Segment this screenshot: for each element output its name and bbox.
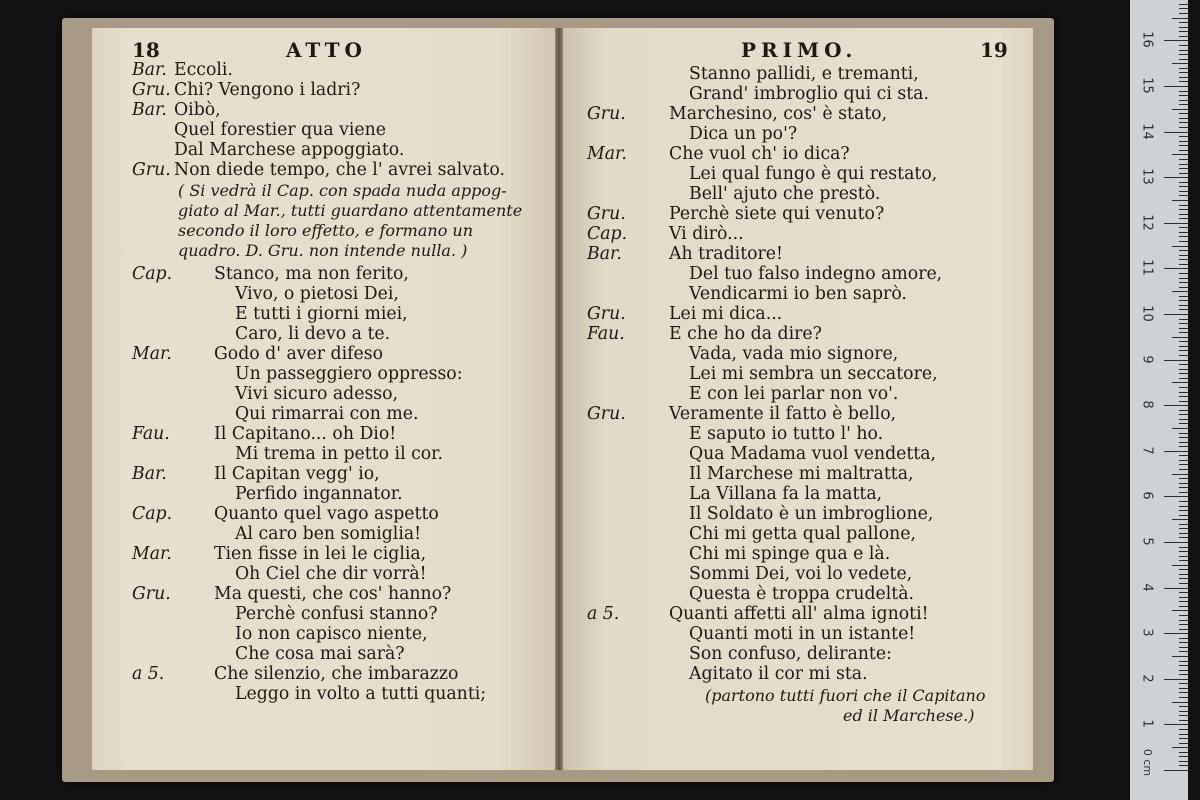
ruler-unit-label: 0 cm — [1141, 748, 1155, 777]
ruler-tick — [1172, 246, 1188, 247]
ruler-tick — [1172, 474, 1188, 475]
ruler-tick — [1179, 273, 1188, 274]
verse-line: Vi dirò... — [669, 224, 744, 244]
ruler-tick — [1179, 647, 1188, 648]
ruler-tick — [1179, 460, 1188, 461]
verse-line: Quanti affetti all' alma ignoti! — [669, 604, 929, 624]
ruler-tick — [1179, 8, 1188, 9]
ruler-tick — [1179, 264, 1188, 265]
ruler-tick — [1172, 63, 1188, 64]
ruler-tick — [1172, 337, 1188, 338]
ruler-tick — [1179, 483, 1188, 484]
ruler-number: 16 — [1139, 31, 1155, 49]
ruler-tick — [1179, 218, 1188, 219]
ruler-tick — [1164, 177, 1188, 178]
verse-line: Il Capitan vegg' io, — [214, 464, 380, 484]
ruler-tick — [1164, 360, 1188, 361]
ruler-tick — [1179, 446, 1188, 447]
ruler-tick — [1179, 164, 1188, 165]
verse-line: Lei qual fungo è qui restato, — [689, 164, 938, 184]
ruler-tick — [1179, 278, 1188, 279]
ruler-tick — [1179, 638, 1188, 639]
ruler-tick — [1172, 565, 1188, 566]
verse-line: Godo d' aver difeso — [214, 344, 384, 364]
ruler-tick — [1179, 387, 1188, 388]
ruler-number: 13 — [1139, 168, 1155, 185]
ruler-tick — [1179, 715, 1188, 716]
ruler-tick — [1179, 574, 1188, 575]
verse-line: Eccoli. — [174, 60, 233, 80]
right-running-header: PRIMO. — [741, 38, 858, 62]
ruler-tick — [1179, 323, 1188, 324]
ruler-tick — [1172, 747, 1188, 748]
ruler-tick — [1179, 373, 1188, 374]
ruler-tick — [1179, 346, 1188, 347]
ruler-tick — [1179, 232, 1188, 233]
ruler-tick — [1164, 770, 1188, 771]
verse-line: Stanco, ma non ferito, — [214, 264, 409, 284]
ruler-tick — [1179, 478, 1188, 479]
verse-line: Vivi sicuro adesso, — [235, 384, 399, 404]
ruler-tick — [1179, 287, 1188, 288]
ruler-number: 15 — [1139, 77, 1155, 94]
verse-line: Ma questi, che cos' hanno? — [214, 584, 452, 604]
ruler-tick — [1179, 464, 1188, 465]
verse-line: Questa è troppa crudeltà. — [689, 584, 915, 604]
verse-line: Lei mi dica... — [669, 304, 783, 324]
ruler-tick — [1179, 136, 1188, 137]
ruler-tick — [1179, 524, 1188, 525]
ruler-tick — [1179, 665, 1188, 666]
ruler-tick — [1179, 122, 1188, 123]
ruler-tick — [1179, 13, 1188, 14]
ruler-tick — [1179, 91, 1188, 92]
ruler-number: 6 — [1139, 491, 1155, 501]
ruler-tick — [1179, 259, 1188, 260]
ruler-tick — [1179, 423, 1188, 424]
ruler-number: 8 — [1139, 400, 1155, 409]
speaker: a 5. — [132, 664, 165, 684]
speaker: Fau. — [587, 324, 625, 344]
verse-line: Caro, li devo a te. — [235, 324, 391, 344]
ruler-tick — [1179, 81, 1188, 82]
ruler-tick — [1179, 227, 1188, 228]
ruler-tick — [1179, 674, 1188, 675]
ruler-tick — [1179, 191, 1188, 192]
ruler-tick — [1179, 77, 1188, 78]
ruler-tick — [1179, 743, 1188, 744]
speaker: Gru. — [587, 404, 626, 424]
speaker: Gru. — [587, 204, 626, 224]
ruler-tick — [1179, 706, 1188, 707]
ruler-number: 14 — [1139, 122, 1155, 140]
ruler-tick — [1179, 592, 1188, 593]
speaker: Mar. — [132, 544, 172, 564]
ruler-tick — [1179, 738, 1188, 739]
verse-line: Agitato il cor mi sta. — [689, 664, 868, 684]
ruler-tick — [1164, 268, 1188, 269]
ruler-tick — [1164, 314, 1188, 315]
verse-line: Dal Marchese appoggiato. — [174, 140, 405, 160]
ruler-tick — [1172, 610, 1188, 611]
ruler-tick — [1179, 104, 1188, 105]
ruler-tick — [1179, 205, 1188, 206]
ruler-tick — [1179, 437, 1188, 438]
ruler-tick — [1179, 118, 1188, 119]
stage-direction: ed il Marchese.) — [843, 706, 975, 725]
ruler-tick — [1172, 18, 1188, 19]
ruler-tick — [1179, 492, 1188, 493]
ruler-tick — [1179, 300, 1188, 301]
measuring-ruler — [1130, 0, 1188, 800]
ruler-tick — [1164, 496, 1188, 497]
verse-line: Marchesino, cos' è stato, — [669, 104, 888, 124]
speaker: Bar. — [587, 244, 622, 264]
ruler-tick — [1179, 487, 1188, 488]
speaker: Gru. — [587, 104, 626, 124]
ruler-tick — [1179, 620, 1188, 621]
stage-direction: ( Si vedrà il Cap. con spada nuda appog- — [178, 181, 507, 200]
ruler-tick — [1179, 378, 1188, 379]
speaker: Bar. — [132, 100, 167, 120]
ruler-tick — [1179, 255, 1188, 256]
ruler-tick — [1164, 724, 1188, 725]
ruler-tick — [1179, 688, 1188, 689]
speaker: Gru. — [132, 160, 171, 180]
ruler-tick — [1179, 583, 1188, 584]
ruler-tick — [1179, 629, 1188, 630]
ruler-tick — [1179, 328, 1188, 329]
verse-line: Che silenzio, che imbarazzo — [214, 664, 459, 684]
left-running-header: ATTO — [286, 38, 367, 62]
ruler-number: 4 — [1139, 582, 1155, 592]
stage-direction: quadro. D. Gru. non intende nulla. ) — [178, 241, 468, 260]
ruler-tick — [1179, 433, 1188, 434]
ruler-tick — [1179, 410, 1188, 411]
ruler-tick — [1179, 282, 1188, 283]
verse-line: Perchè confusi stanno? — [235, 604, 438, 624]
ruler-tick — [1179, 597, 1188, 598]
ruler-tick — [1179, 455, 1188, 456]
ruler-tick — [1179, 241, 1188, 242]
ruler-tick — [1179, 752, 1188, 753]
ruler-tick — [1172, 656, 1188, 657]
speaker: Cap. — [587, 224, 628, 244]
ruler-tick — [1179, 54, 1188, 55]
ruler-tick — [1179, 369, 1188, 370]
ruler-tick — [1179, 305, 1188, 306]
ruler-tick — [1179, 528, 1188, 529]
verse-line: Vivo, o pietosi Dei, — [235, 284, 399, 304]
verse-line: Sommi Dei, voi lo vedete, — [689, 564, 913, 584]
right-page — [563, 28, 1033, 770]
verse-line: E tutti i giorni miei, — [235, 304, 408, 324]
ruler-number: 10 — [1139, 305, 1155, 322]
verse-line: Quel forestier qua viene — [174, 120, 387, 140]
verse-line: Il Capitano... oh Dio! — [214, 424, 397, 444]
ruler-tick — [1179, 734, 1188, 735]
ruler-tick — [1164, 86, 1188, 87]
ruler-tick — [1179, 442, 1188, 443]
ruler-number: 12 — [1139, 214, 1155, 231]
verse-line: Il Marchese mi maltratta, — [689, 464, 914, 484]
verse-line: Qua Madama vuol vendetta, — [689, 444, 937, 464]
ruler-number: 1 — [1139, 719, 1155, 729]
verse-line: Oh Ciel che dir vorrà! — [235, 564, 427, 584]
verse-line: Del tuo falso indegno amore, — [689, 264, 943, 284]
ruler-tick — [1179, 556, 1188, 557]
ruler-tick — [1179, 50, 1188, 51]
ruler-tick — [1179, 624, 1188, 625]
verse-line: Un passeggiero oppresso: — [235, 364, 463, 384]
ruler-tick — [1179, 36, 1188, 37]
verse-line: E con lei parlar non vo'. — [689, 384, 899, 404]
stage-direction: giato al Mar., tutti guardano attentamente — [178, 201, 523, 220]
ruler-tick — [1172, 154, 1188, 155]
verse-line: Veramente il fatto è bello, — [669, 404, 897, 424]
ruler-number: 2 — [1139, 674, 1155, 683]
ruler-tick — [1179, 150, 1188, 151]
book-gutter — [555, 28, 563, 770]
speaker: Gru. — [587, 304, 626, 324]
verse-line: Grand' imbroglio qui ci sta. — [689, 84, 929, 104]
verse-line: Perchè siete qui venuto? — [669, 204, 885, 224]
ruler-tick — [1164, 633, 1188, 634]
ruler-tick — [1179, 296, 1188, 297]
verse-line: Qui rimarrai con me. — [235, 404, 419, 424]
verse-line: Tien fisse in lei le ciglia, — [214, 544, 427, 564]
ruler-tick — [1164, 588, 1188, 589]
ruler-tick — [1179, 578, 1188, 579]
ruler-tick — [1179, 515, 1188, 516]
ruler-tick — [1179, 159, 1188, 160]
ruler-tick — [1179, 209, 1188, 210]
ruler-tick — [1179, 45, 1188, 46]
ruler-tick — [1179, 27, 1188, 28]
verse-line: Chi? Vengono i ladri? — [174, 80, 361, 100]
ruler-tick — [1164, 405, 1188, 406]
ruler-tick — [1179, 711, 1188, 712]
ruler-tick — [1179, 729, 1188, 730]
ruler-tick — [1179, 720, 1188, 721]
verse-line: Io non capisco niente, — [235, 624, 428, 644]
left-page — [92, 28, 556, 770]
ruler-tick — [1172, 428, 1188, 429]
ruler-tick — [1179, 250, 1188, 251]
ruler-tick — [1179, 173, 1188, 174]
ruler-tick — [1179, 236, 1188, 237]
ruler-tick — [1179, 501, 1188, 502]
verse-line: Al caro ben somiglia! — [235, 524, 422, 544]
ruler-tick — [1172, 382, 1188, 383]
verse-line: Quanti moti in un istante! — [689, 624, 916, 644]
ruler-tick — [1179, 182, 1188, 183]
ruler-tick — [1179, 606, 1188, 607]
ruler-tick — [1164, 223, 1188, 224]
speaker: Cap. — [132, 504, 173, 524]
verse-line: Mi trema in petto il cor. — [235, 444, 444, 464]
verse-line: Lei mi sembra un seccatore, — [689, 364, 938, 384]
verse-line: Perfido ingannator. — [235, 484, 403, 504]
ruler-number: 9 — [1139, 354, 1155, 364]
ruler-tick — [1164, 542, 1188, 543]
speaker: Bar. — [132, 60, 167, 80]
ruler-tick — [1179, 683, 1188, 684]
verse-line: E che ho da dire? — [669, 324, 822, 344]
ruler-tick — [1179, 765, 1188, 766]
ruler-tick — [1179, 547, 1188, 548]
ruler-tick — [1172, 519, 1188, 520]
ruler-tick — [1179, 692, 1188, 693]
left-page-number: 18 — [132, 38, 160, 62]
ruler-tick — [1179, 506, 1188, 507]
ruler-tick — [1179, 355, 1188, 356]
ruler-tick — [1179, 401, 1188, 402]
ruler-tick — [1179, 341, 1188, 342]
ruler-tick — [1179, 396, 1188, 397]
ruler-tick — [1179, 145, 1188, 146]
ruler-tick — [1179, 642, 1188, 643]
ruler-tick — [1179, 601, 1188, 602]
ruler-tick — [1179, 364, 1188, 365]
speaker: Bar. — [132, 464, 167, 484]
ruler-tick — [1179, 510, 1188, 511]
ruler-tick — [1179, 214, 1188, 215]
ruler-number: 7 — [1139, 446, 1155, 455]
ruler-tick — [1179, 195, 1188, 196]
ruler-tick — [1179, 533, 1188, 534]
right-page-number: 19 — [980, 38, 1008, 62]
ruler-tick — [1179, 651, 1188, 652]
ruler-tick — [1179, 68, 1188, 69]
ruler-tick — [1164, 451, 1188, 452]
stage-direction: (partono tutti fuori che il Capitano — [705, 686, 986, 705]
ruler-tick — [1172, 702, 1188, 703]
ruler-tick — [1179, 4, 1188, 5]
ruler-tick — [1164, 679, 1188, 680]
verse-line: Il Soldato è un imbroglione, — [689, 504, 934, 524]
stage-direction: secondo il loro effetto, e formano un — [178, 221, 474, 240]
verse-line: Leggo in volto a tutti quanti; — [235, 684, 487, 704]
ruler-number: 5 — [1139, 537, 1155, 546]
ruler-tick — [1179, 756, 1188, 757]
ruler-tick — [1172, 291, 1188, 292]
ruler-tick — [1179, 31, 1188, 32]
verse-line: Ah traditore! — [669, 244, 783, 264]
ruler-tick — [1179, 332, 1188, 333]
verse-line: Dica un po'? — [689, 124, 798, 144]
verse-line: Oibò, — [174, 100, 221, 120]
ruler-tick — [1179, 350, 1188, 351]
speaker: Mar. — [587, 144, 627, 164]
verse-line: Che vuol ch' io dica? — [669, 144, 850, 164]
verse-line: Bell' ajuto che prestò. — [689, 184, 881, 204]
ruler-tick — [1172, 200, 1188, 201]
speaker: Mar. — [132, 344, 172, 364]
ruler-tick — [1179, 414, 1188, 415]
ruler-tick — [1179, 113, 1188, 114]
verse-line: Chi mi getta qual pallone, — [689, 524, 916, 544]
speaker: a 5. — [587, 604, 620, 624]
ruler-tick — [1179, 569, 1188, 570]
ruler-tick — [1179, 615, 1188, 616]
ruler-tick — [1179, 661, 1188, 662]
verse-line: La Villana fa la matta, — [689, 484, 883, 504]
ruler-tick — [1179, 392, 1188, 393]
verse-line: Quanto quel vago aspetto — [214, 504, 439, 524]
ruler-tick — [1179, 469, 1188, 470]
verse-line: Vada, vada mio signore, — [689, 344, 899, 364]
ruler-tick — [1179, 670, 1188, 671]
ruler-tick — [1179, 537, 1188, 538]
ruler-tick — [1179, 59, 1188, 60]
ruler-tick — [1179, 186, 1188, 187]
ruler-tick — [1164, 40, 1188, 41]
ruler-tick — [1164, 132, 1188, 133]
ruler-tick — [1179, 560, 1188, 561]
ruler-tick — [1179, 319, 1188, 320]
verse-line: Che cosa mai sarà? — [235, 644, 405, 664]
speaker: Fau. — [132, 424, 170, 444]
ruler-tick — [1179, 761, 1188, 762]
ruler-tick — [1179, 95, 1188, 96]
speaker: Gru. — [132, 80, 171, 100]
speaker: Gru. — [132, 584, 171, 604]
ruler-tick — [1179, 127, 1188, 128]
ruler-number: 3 — [1139, 628, 1155, 637]
ruler-number: 11 — [1139, 259, 1155, 277]
ruler-tick — [1172, 109, 1188, 110]
ruler-tick — [1179, 551, 1188, 552]
ruler-tick — [1179, 72, 1188, 73]
ruler-tick — [1179, 419, 1188, 420]
ruler-tick — [1179, 309, 1188, 310]
verse-line: Non diede tempo, che l' avrei salvato. — [174, 160, 505, 180]
ruler-tick — [1179, 100, 1188, 101]
ruler-tick — [1179, 22, 1188, 23]
verse-line: Son confuso, delirante: — [689, 644, 892, 664]
ruler-tick — [1179, 168, 1188, 169]
verse-line: Chi mi spinge qua e là. — [689, 544, 891, 564]
verse-line: Vendicarmi io ben saprò. — [689, 284, 907, 304]
ruler-tick — [1179, 697, 1188, 698]
verse-line: Stanno pallidi, e tremanti, — [689, 64, 919, 84]
ruler-tick — [1179, 141, 1188, 142]
verse-line: E saputo io tutto l' ho. — [689, 424, 884, 444]
speaker: Cap. — [132, 264, 173, 284]
